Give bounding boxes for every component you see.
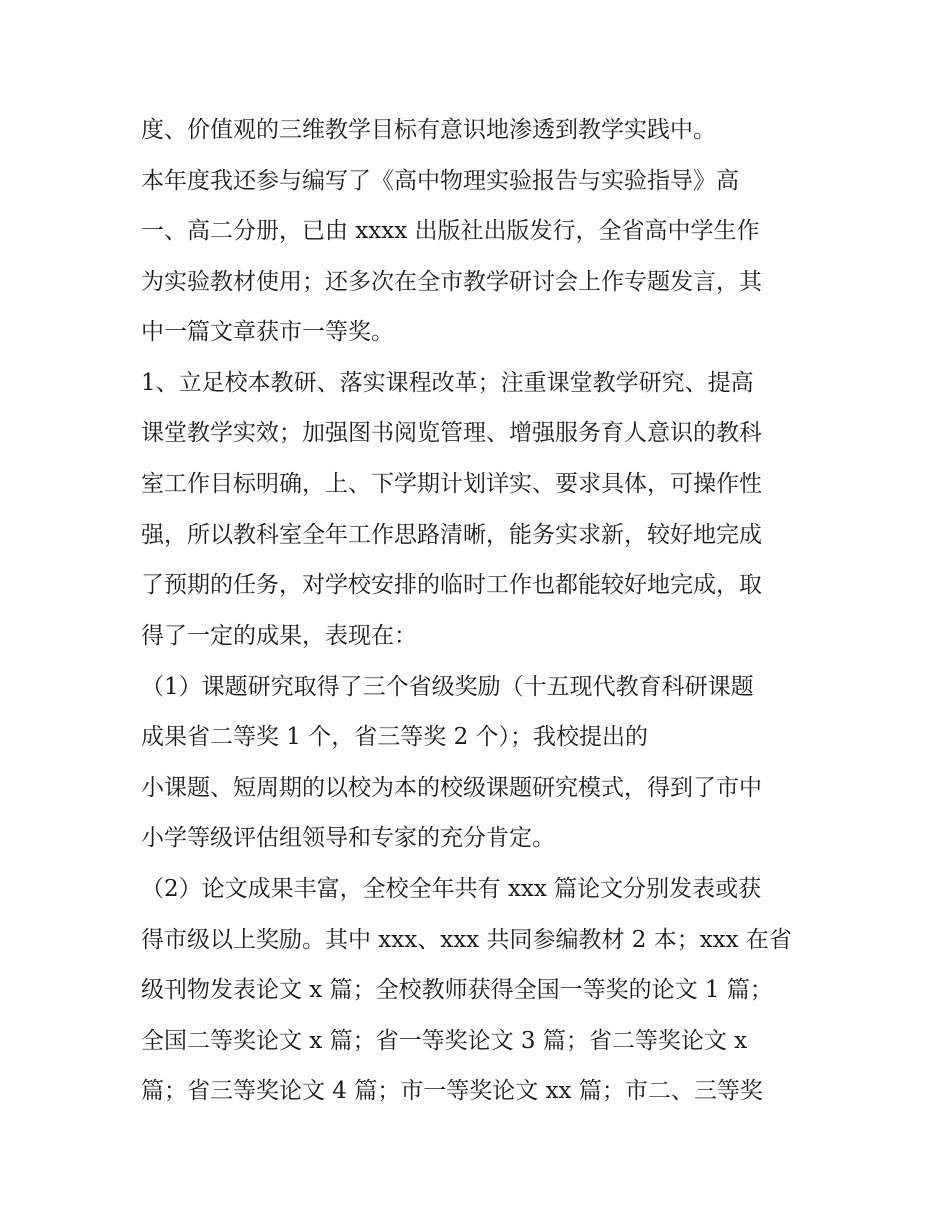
- text-line: 小课题、短周期的以校为本的校级课题研究模式，得到了市中: [141, 775, 762, 801]
- text-line: （1）课题研究取得了三个省级奖励（十五现代教育科研课题: [141, 674, 754, 700]
- text-line: 小学等级评估组领导和专家的充分肯定。: [141, 825, 555, 851]
- text-line: 篇；省三等奖论文 4 篇；市一等奖论文 xx 篇；市二、三等奖: [141, 1078, 763, 1104]
- text-line: 本年度我还参与编写了《高中物理实验报告与实验指导》高: [141, 168, 739, 194]
- text-line: 课堂教学实效；加强图书阅览管理、增强服务育人意识的教科: [141, 420, 762, 446]
- text-line: 得了一定的成果，表现在：: [141, 623, 417, 649]
- text-line: 度、价值观的三维教学目标有意识地渗透到教学实践中。: [141, 117, 716, 143]
- text-line: 一、高二分册，已由 xxxx 出版社出版发行，全省高中学生作: [141, 218, 760, 244]
- text-line: 全国二等奖论文 x 篇；省一等奖论文 3 篇；省二等奖论文 x: [141, 1028, 748, 1054]
- text-line: 强，所以教科室全年工作思路清晰，能务实求新，较好地完成: [141, 522, 762, 548]
- text-line: 了预期的任务，对学校安排的临时工作也都能较好地完成，取: [141, 572, 762, 598]
- text-line: 级刊物发表论文 x 篇；全校教师获得全国一等奖的论文 1 篇；: [141, 977, 773, 1003]
- text-line: 得市级以上奖励。其中 xxx、xxx 共同参编教材 2 本；xxx 在省: [141, 927, 792, 953]
- text-line: （2）论文成果丰富，全校全年共有 xxx 篇论文分别发表或获: [141, 876, 762, 902]
- text-line: 成果省二等奖 1 个，省三等奖 2 个）；我校提出的: [141, 724, 649, 750]
- text-line: 为实验教材使用；还多次在全市教学研讨会上作专题发言，其: [141, 269, 762, 295]
- text-line: 室工作目标明确，上、下学期计划详实、要求具体，可操作性: [141, 471, 762, 497]
- text-line: 1、立足校本教研、落实课程改革；注重课堂教学研究、提高: [141, 370, 754, 396]
- text-line: 中一篇文章获市一等奖。: [141, 319, 394, 345]
